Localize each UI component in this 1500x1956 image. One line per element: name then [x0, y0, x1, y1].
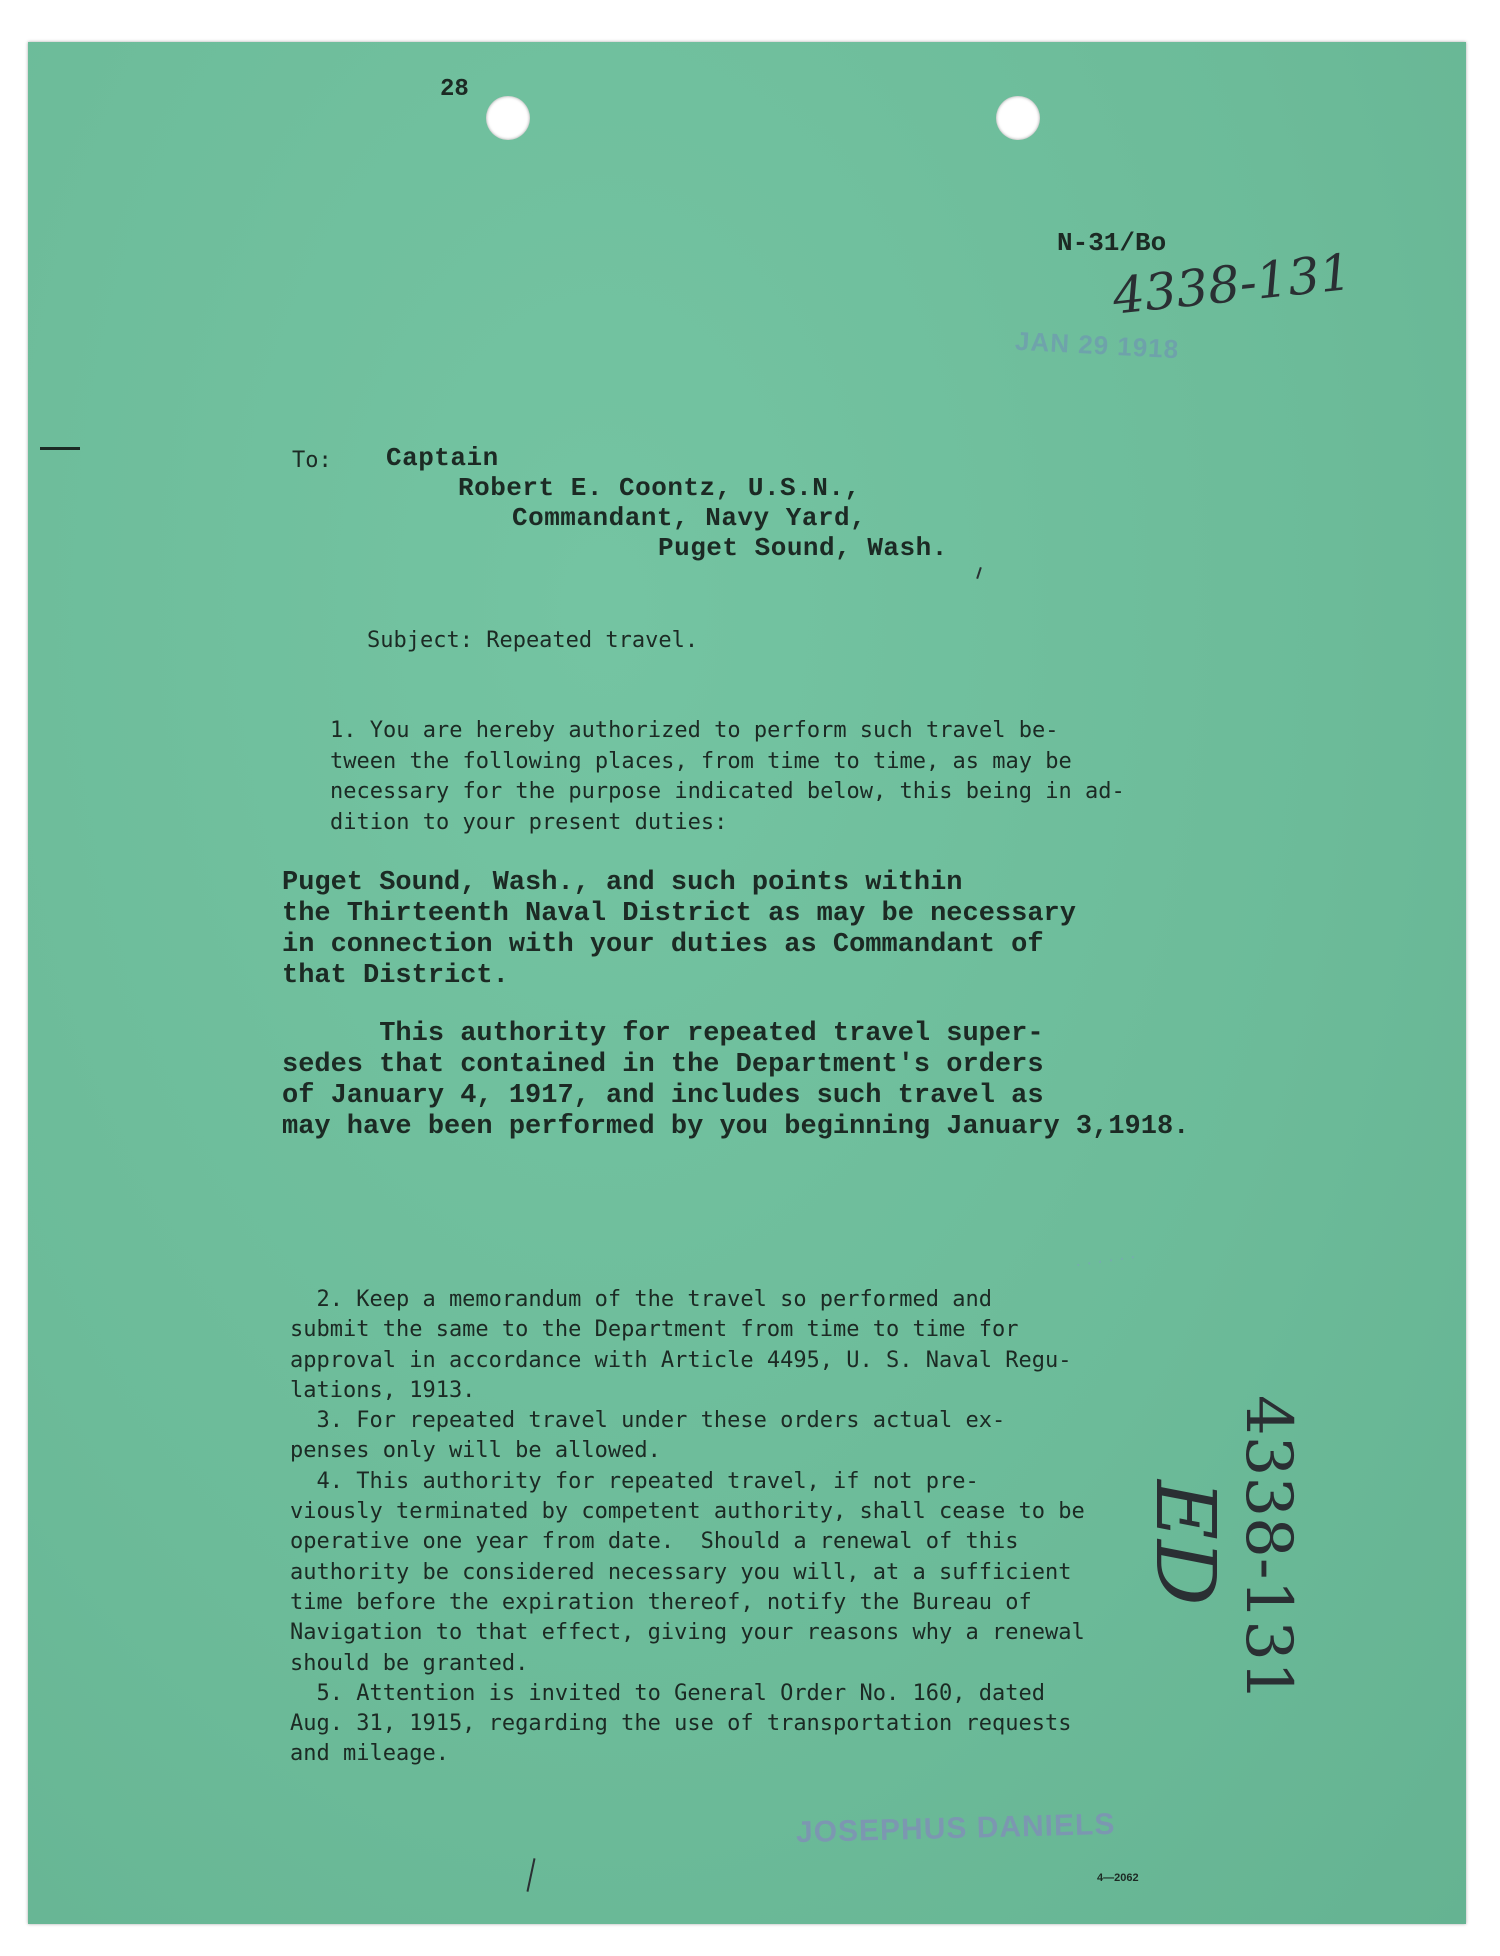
handwritten-reference: 4338-131	[1110, 242, 1355, 326]
travel-places-insert: Puget Sound, Wash., and such points within the Thirteenth Naval District as may be necessary in connection with your duties as Commandant of that District.	[282, 868, 1076, 991]
addressee-line: Robert E. Coontz, U.S.N.,	[458, 473, 861, 503]
margin-dash	[40, 447, 80, 450]
punch-hole-left	[486, 96, 530, 140]
addressee-line: Captain	[386, 443, 499, 473]
signature-stamp: JOSEPHUS DANIELS	[795, 1807, 1116, 1850]
subject-line: Subject: Repeated travel.	[367, 628, 699, 653]
page-number: 28	[440, 76, 469, 103]
paragraphs-2-to-5: 2. Keep a memorandum of the travel so performed and submit the same to the Department from time to time for approval in accordance with Article 4495, U. S. Naval Regu- lations, 1913. 3. For repeated travel under these orders actual ex- penses only will be allowed. 4. This authority for repeated travel, if not pre- viously terminated by competent authority, shall cease to be operative one year from date. Should a renewal of this authority be considered necessary you will, at a sufficient time before the expiration thereof, notify the Bureau of Navigation to that effect, giving your reasons why a renewal should be granted. 5. Attention is invited to General Order No. 160, dated Aug. 31, 1915, regarding the use of transportation requests and mileage.	[290, 1287, 1085, 1767]
faint-stamp: · · · · · ·	[1073, 1245, 1138, 1275]
to-label: To:	[292, 448, 332, 473]
supersedes-insert: This authority for repeated travel super- sedes that contained in the Department's orders of January 4, 1917, and includes such travel as may have been performed by you beginning January 3,1918.	[282, 1019, 1190, 1142]
date-stamp: JAN 29 1918	[1014, 325, 1180, 365]
form-number: 4—2062	[1097, 1872, 1139, 1884]
addressee-line: Puget Sound, Wash.	[658, 533, 948, 563]
handwritten-initials: ED	[1137, 1480, 1232, 1606]
file-number: N-31/Bo	[1057, 228, 1167, 258]
addressee-line: Commandant, Navy Yard,	[512, 503, 867, 533]
punch-hole-right	[996, 96, 1040, 140]
paragraph-1: 1. You are hereby authorized to perform such travel be- tween the following places, from time to time, as may be necessary for the purpose indicated below, this being in ad- dition to your present duties:	[330, 718, 1125, 835]
handwritten-margin-number: 4338-131	[1231, 1395, 1305, 1702]
